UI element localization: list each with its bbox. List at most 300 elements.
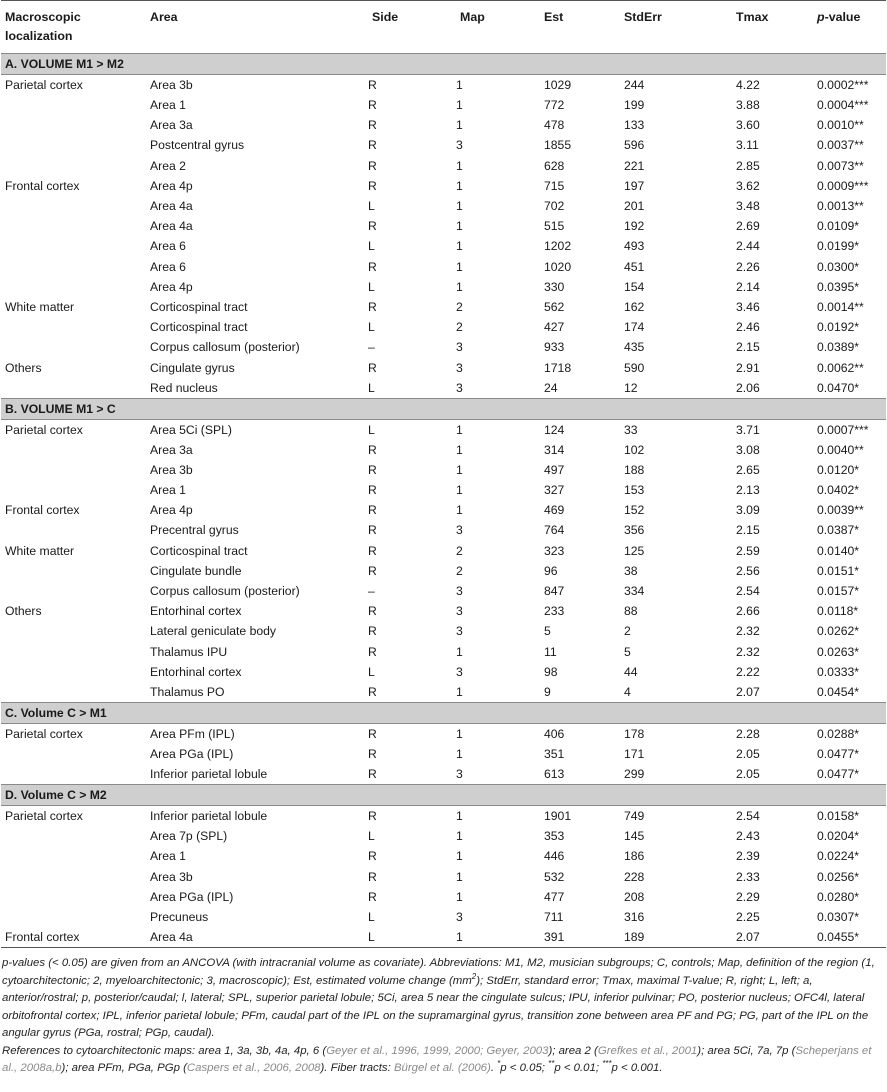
cell-est: 562: [544, 299, 565, 314]
cell-stderr: 2: [624, 624, 631, 639]
cell-localization: [1, 561, 146, 581]
cell-area: Precuneus: [150, 909, 209, 924]
cell-map: 1: [456, 98, 463, 113]
cell-map: 1: [456, 726, 463, 741]
cell-stderr: 12: [624, 380, 638, 395]
cell-stderr: 208: [624, 889, 645, 904]
cell-tmax: 2.05: [736, 767, 760, 782]
cell-pvalue: 0.0477*: [817, 746, 860, 761]
cell-localization: Frontal cortex: [1, 927, 146, 948]
cell-tmax: 2.05: [736, 746, 760, 761]
cell-tmax: 3.71: [736, 422, 760, 437]
table-row: [1, 135, 886, 155]
cell-pvalue: 0.0037**: [817, 138, 864, 153]
cell-area: Area 4a: [150, 219, 193, 234]
cell-tmax: 2.39: [736, 849, 760, 864]
cell-est: 1029: [544, 78, 572, 92]
cell-localization: [1, 682, 146, 703]
cell-map: 1: [456, 178, 463, 193]
cell-map: 1: [456, 849, 463, 864]
cell-pvalue: 0.0192*: [817, 320, 860, 335]
cell-map: 1: [456, 199, 463, 214]
cell-map: 3: [456, 664, 463, 679]
cell-pvalue: 0.0007***: [817, 422, 869, 437]
cell-est: 469: [544, 503, 565, 518]
cell-map: 1: [456, 927, 540, 948]
cell-tmax: 2.29: [736, 889, 760, 904]
cell-est: 764: [544, 523, 565, 538]
cell-pvalue: 0.0204*: [817, 829, 860, 844]
cell-localization: [1, 581, 146, 601]
table-row: [1, 806, 886, 827]
table-row: [1, 581, 886, 601]
cell-stderr: 133: [624, 118, 645, 133]
cell-area: Inferior parietal lobule: [150, 809, 268, 824]
cell-map: 3: [456, 604, 463, 619]
header-pvalue: [813, 1, 886, 54]
reference-link[interactable]: Bürgel et al. (2006): [393, 1062, 491, 1074]
cell-pvalue: 0.0040**: [817, 442, 864, 457]
header-pvalue-rest: -value: [824, 10, 861, 24]
table-row: [1, 236, 886, 256]
cell-tmax: 2.15: [736, 340, 760, 355]
cell-stderr: 154: [624, 279, 645, 294]
cell-side: R: [368, 483, 377, 498]
cell-map: 1: [456, 422, 463, 437]
cell-localization: [1, 337, 146, 357]
cell-map: 2: [456, 543, 463, 558]
cell-est: 353: [544, 829, 565, 844]
cell-est: 24: [544, 380, 558, 395]
footnote-abbreviations: p-values (< 0.05) are given from an ANCOVA (with intracranial volume as covariate). Abbreviations: M1, M2, musician subgroups; C, controls; Map, definition of the region (1, cytoarchitectonic; 2, myeloarchitectonic; 3, macroscopic); Est, estimated volume change $(mm^2)$; StdErr, standard error; Tmax, maximal T-value; R, right; L, left; a, anterior/rostral; p, posterior/caudal; l, lateral; SPL, superior parietal lobule; 5Ci, area 5 near the cingulate sulcus; IPU, inferior pulvinar; PO, posterior nucleus; OFC4l, lateral orbitofrontal cortex; IPL, inferior parietal lobule; PFm, caudal part of the IPL on the supramarginal gyrus, transition zone between area PF and PG; PG, part of the IPL on the angular gyrus (PGa, rostral; PGp, caudal).: [2, 957, 875, 1039]
cell-pvalue: 0.0288*: [817, 726, 860, 741]
cell-map: 1: [456, 684, 463, 699]
cell-stderr: 33: [624, 422, 638, 437]
cell-area: Inferior parietal lobule: [150, 767, 268, 782]
cell-map: 3: [456, 584, 463, 599]
cell-area: Postcentral gyrus: [150, 138, 245, 153]
table-row: [1, 662, 886, 682]
table-row: [1, 887, 886, 907]
table-row: [1, 156, 886, 176]
cell-side: R: [368, 98, 377, 113]
cell-pvalue: 0.0009***: [817, 178, 869, 193]
header-localization: [1, 1, 146, 54]
table-row: [1, 561, 886, 581]
cell-side: R: [368, 644, 377, 659]
cell-localization: [1, 480, 146, 500]
cell-side: L: [368, 239, 375, 254]
cell-localization: [1, 216, 146, 236]
results-table: [1, 0, 886, 948]
table-row: [1, 419, 886, 440]
table-row: [1, 541, 886, 561]
header-side: Side: [372, 10, 399, 24]
cell-area: Area 6: [150, 259, 186, 274]
cell-stderr: 5: [624, 644, 631, 659]
cell-pvalue: 0.0389*: [817, 340, 860, 355]
table-row: [1, 75, 886, 96]
cell-est: 406: [544, 726, 565, 741]
cell-tmax: 2.59: [736, 543, 760, 558]
cell-localization: [1, 115, 146, 135]
cell-side: R: [368, 360, 377, 375]
table-row: [1, 297, 886, 317]
cell-localization: [1, 826, 146, 846]
cell-localization: [1, 846, 146, 866]
cell-tmax: 3.08: [736, 442, 760, 457]
cell-pvalue: 0.0004***: [817, 98, 869, 113]
cell-stderr: 244: [624, 78, 645, 92]
cell-localization: [1, 621, 146, 641]
cell-stderr: 435: [624, 340, 645, 355]
cell-pvalue: 0.0199*: [817, 239, 860, 254]
cell-est: 5: [544, 624, 551, 639]
table-row: [1, 95, 886, 115]
cell-est: 1020: [544, 259, 572, 274]
cell-side: R: [368, 809, 377, 824]
cell-area: Area 4p: [150, 503, 193, 518]
table-row: [1, 682, 886, 703]
cell-stderr: 596: [624, 138, 645, 153]
cell-stderr: 162: [624, 299, 645, 314]
cell-map: 1: [456, 158, 463, 173]
cell-stderr: 316: [624, 909, 645, 924]
cell-area: Corticospinal tract: [150, 299, 248, 314]
cell-localization: [1, 642, 146, 662]
cell-side: R: [368, 563, 377, 578]
table-row: [1, 764, 886, 785]
cell-map: 1: [456, 746, 463, 761]
cell-side: L: [368, 664, 375, 679]
cell-side: L: [368, 829, 375, 844]
cell-area: Area PFm (IPL): [150, 726, 235, 741]
cell-area: Entorhinal cortex: [150, 664, 242, 679]
table-row: [1, 520, 886, 540]
reference-link[interactable]: Geyer et al., 1996, 1999, 2000; Geyer, 2003: [326, 1044, 549, 1057]
cell-tmax: 2.56: [736, 563, 760, 578]
cell-area: Area 4a: [150, 199, 193, 214]
cell-tmax: 2.91: [736, 360, 760, 375]
cell-stderr: 201: [624, 199, 645, 214]
reference-link[interactable]: Scheperjans et al., 2008a,b: [2, 1044, 872, 1074]
cell-pvalue: 0.0151*: [817, 563, 860, 578]
cell-map: 1: [456, 483, 463, 498]
cell-map: 1: [456, 118, 463, 133]
cell-side: –: [368, 584, 375, 599]
cell-map: 1: [456, 869, 463, 884]
header-localization-line2: localization: [5, 29, 73, 43]
cell-est: 613: [544, 767, 565, 782]
table-row: [1, 601, 886, 621]
cell-area: Area 1: [150, 483, 186, 498]
cell-est: 98: [544, 664, 558, 679]
cell-localization: Parietal cortex: [5, 726, 83, 741]
cell-pvalue: 0.0120*: [817, 462, 860, 477]
reference-link[interactable]: Caspers et al., 2006, 2008: [186, 1062, 321, 1074]
cell-est: 323: [544, 543, 565, 558]
cell-est: 715: [544, 178, 565, 193]
cell-tmax: 2.65: [736, 462, 760, 477]
cell-map: 3: [456, 340, 463, 355]
cell-tmax: 2.46: [736, 320, 760, 335]
cell-side: R: [368, 684, 377, 699]
cell-est: 515: [544, 219, 565, 234]
cell-map: 1: [456, 442, 463, 457]
cell-stderr: 356: [624, 523, 645, 538]
cell-map: 3: [456, 909, 463, 924]
cell-tmax: 2.07: [732, 927, 813, 948]
cell-est: 9: [544, 684, 551, 699]
cell-pvalue: 0.0140*: [817, 543, 860, 558]
cell-side: R: [368, 138, 377, 153]
cell-area: Precentral gyrus: [150, 523, 239, 538]
table-row: [1, 337, 886, 357]
cell-area: Thalamus PO: [150, 684, 225, 699]
cell-localization: [1, 257, 146, 277]
cell-est: 711: [544, 909, 564, 924]
cell-pvalue: 0.0455*: [813, 927, 886, 948]
cell-map: 1: [456, 503, 463, 518]
table-row: [1, 621, 886, 641]
cell-tmax: 3.88: [736, 98, 760, 113]
cell-localization: [1, 95, 146, 115]
cell-side: R: [368, 299, 377, 314]
cell-localization: Frontal cortex: [5, 503, 80, 518]
cell-est: 497: [544, 462, 565, 477]
cell-tmax: 2.26: [736, 259, 760, 274]
cell-stderr: 221: [624, 158, 645, 173]
cell-side: –: [368, 340, 375, 355]
table-row: [1, 480, 886, 500]
cell-side: L: [368, 909, 375, 924]
header-row: [1, 1, 886, 54]
table-row: [1, 196, 886, 216]
cell-est: 628: [544, 158, 565, 173]
cell-tmax: 2.69: [736, 219, 760, 234]
cell-stderr: 88: [624, 604, 638, 619]
cell-stderr: 145: [624, 829, 645, 844]
cell-area: Area 6: [150, 239, 186, 254]
table-row: [1, 277, 886, 297]
cell-map: 3: [456, 624, 463, 639]
cell-stderr: 299: [624, 767, 645, 782]
cell-area: Area 1: [150, 849, 186, 864]
cell-localization: Others: [5, 604, 42, 619]
cell-map: 2: [456, 320, 463, 335]
section-title: C. Volume C > M1: [1, 702, 886, 723]
footnote-references: References to cytoarchitectonic maps: area 1, 3a, 3b, 4a, 4p, 6 (Geyer et al., 1996, 1999, 2000; Geyer, 2003); area 2 (Grefkes et al., 2001); area 5Ci, 7a, 7p (Scheperjans et al., 2008a,b); area PFm, PGa, PGp (Caspers et al., 2006, 2008). Fiber tracts: Bürgel et al. (2006). *p < 0.05; **p < 0.01; ***p < 0.001.: [2, 1044, 872, 1074]
cell-pvalue: 0.0013**: [817, 199, 864, 214]
header-stderr: StdErr: [624, 10, 662, 24]
cell-tmax: 2.66: [736, 604, 760, 619]
cell-est: 478: [544, 118, 565, 133]
cell-tmax: 2.22: [736, 664, 760, 679]
table-row: [1, 357, 886, 377]
table-row: [1, 440, 886, 460]
cell-localization: [1, 277, 146, 297]
section-title: B. VOLUME M1 > C: [1, 398, 886, 419]
cell-localization: White matter: [5, 299, 75, 314]
cell-side: R: [368, 849, 377, 864]
cell-est: 532: [544, 869, 565, 884]
cell-pvalue: 0.0395*: [817, 279, 860, 294]
cell-stderr: 189: [620, 927, 732, 948]
cell-stderr: 186: [624, 849, 645, 864]
cell-stderr: 197: [624, 178, 645, 193]
cell-est: 351: [544, 746, 565, 761]
cell-area: Area 3a: [150, 442, 193, 457]
cell-pvalue: 0.0039**: [817, 503, 864, 518]
cell-map: 3: [456, 767, 463, 782]
cell-est: 96: [544, 563, 558, 578]
cell-localization: [1, 317, 146, 337]
cell-stderr: 199: [624, 98, 645, 113]
section-title: D. Volume C > M2: [1, 785, 886, 806]
cell-localization: [1, 156, 146, 176]
header-pvalue-p: p: [817, 10, 825, 24]
cell-side: R: [368, 604, 377, 619]
cell-pvalue: 0.0010**: [817, 118, 864, 133]
cell-tmax: 4.22: [736, 78, 760, 92]
cell-pvalue: 0.0256*: [817, 869, 860, 884]
table-row: [1, 500, 886, 520]
cell-pvalue: 0.0073**: [817, 158, 864, 173]
cell-map: 3: [456, 523, 463, 538]
cell-pvalue: 0.0402*: [817, 483, 860, 498]
cell-map: 1: [456, 279, 463, 294]
cell-map: 3: [456, 360, 463, 375]
cell-stderr: 125: [624, 543, 645, 558]
section-header-row: [1, 398, 886, 419]
cell-map: 3: [456, 138, 463, 153]
cell-pvalue: 0.0262*: [817, 624, 860, 639]
cell-area: Area PGa (IPL): [150, 889, 234, 904]
cell-est: 314: [544, 442, 565, 457]
cell-side: R: [368, 462, 377, 477]
cell-tmax: 2.07: [736, 684, 760, 699]
cell-localization: [1, 440, 146, 460]
cell-map: 3: [456, 380, 463, 395]
cell-tmax: 3.09: [736, 503, 760, 518]
table-row: [1, 642, 886, 662]
cell-localization: [1, 887, 146, 907]
cell-stderr: 192: [624, 219, 645, 234]
cell-localization: [1, 662, 146, 682]
cell-map: 1: [456, 644, 463, 659]
cell-pvalue: 0.0477*: [817, 767, 860, 782]
cell-tmax: 3.60: [736, 118, 760, 133]
cell-stderr: 102: [624, 442, 645, 457]
table-body: [1, 54, 886, 948]
cell-side: R: [368, 442, 377, 457]
cell-area: Area 3b: [150, 78, 193, 92]
cell-tmax: 2.25: [736, 909, 760, 924]
cell-side: R: [368, 158, 377, 173]
table-row: [1, 846, 886, 866]
cell-tmax: 2.32: [736, 624, 760, 639]
cell-stderr: 493: [624, 239, 645, 254]
cell-est: 1718: [544, 360, 572, 375]
cell-stderr: 228: [624, 869, 645, 884]
header-map: Map: [460, 10, 485, 24]
cell-localization: Parietal cortex: [5, 809, 83, 824]
cell-pvalue: 0.0300*: [817, 259, 860, 274]
cell-est: 772: [544, 98, 565, 113]
cell-localization: [1, 744, 146, 764]
reference-link[interactable]: Grefkes et al., 2001: [597, 1044, 698, 1057]
cell-est: 233: [544, 604, 565, 619]
cell-area: Area 3b: [150, 462, 193, 477]
cell-area: Cingulate bundle: [150, 563, 242, 578]
cell-pvalue: 0.0333*: [817, 664, 860, 679]
table-row: [1, 216, 886, 236]
cell-stderr: 451: [624, 259, 645, 274]
cell-map: 2: [456, 563, 463, 578]
cell-side: L: [368, 279, 375, 294]
cell-stderr: 178: [624, 726, 645, 741]
cell-side: L: [368, 927, 456, 948]
cell-area: Thalamus IPU: [150, 644, 228, 659]
table-row: [1, 826, 886, 846]
header-est: Est: [544, 10, 564, 24]
cell-localization: [1, 866, 146, 886]
cell-localization: [1, 135, 146, 155]
cell-area: Corpus callosum (posterior): [150, 340, 300, 355]
cell-area: Area 7p (SPL): [150, 829, 228, 844]
cell-area: Red nucleus: [150, 380, 218, 395]
cell-pvalue: 0.0307*: [817, 909, 860, 924]
cell-localization: [1, 196, 146, 216]
cell-tmax: 2.54: [736, 809, 760, 824]
cell-tmax: 3.46: [736, 299, 760, 314]
cell-side: R: [368, 767, 377, 782]
cell-area: Corticospinal tract: [150, 543, 248, 558]
cell-localization: [1, 460, 146, 480]
cell-side: R: [368, 726, 377, 741]
cell-area: Cingulate gyrus: [150, 360, 235, 375]
cell-est: 933: [544, 340, 565, 355]
cell-stderr: 174: [624, 320, 645, 335]
cell-localization: [1, 378, 146, 399]
cell-area: Area 5Ci (SPL): [150, 422, 232, 437]
cell-tmax: 2.32: [736, 644, 760, 659]
cell-map: 1: [456, 829, 463, 844]
cell-map: 1: [456, 809, 463, 824]
section-header-row: [1, 785, 886, 806]
cell-tmax: 2.85: [736, 158, 760, 173]
cell-est: 330: [544, 279, 565, 294]
section-header-row: [1, 702, 886, 723]
cell-stderr: 44: [624, 664, 638, 679]
cell-localization: [1, 907, 146, 927]
header-area: Area: [150, 10, 178, 24]
cell-pvalue: 0.0387*: [817, 523, 860, 538]
table-row: [1, 378, 886, 399]
cell-side: L: [368, 199, 375, 214]
cell-pvalue: 0.0454*: [817, 684, 860, 699]
cell-pvalue: 0.0118*: [817, 604, 859, 619]
cell-est: 11: [544, 644, 557, 659]
cell-area: Corticospinal tract: [150, 320, 248, 335]
cell-side: R: [368, 624, 377, 639]
cell-map: 1: [456, 889, 463, 904]
cell-pvalue: 0.0158*: [817, 809, 860, 824]
table-row: [1, 115, 886, 135]
cell-tmax: 3.62: [736, 178, 760, 193]
cell-localization: [1, 764, 146, 785]
cell-pvalue: 0.0263*: [817, 644, 860, 659]
